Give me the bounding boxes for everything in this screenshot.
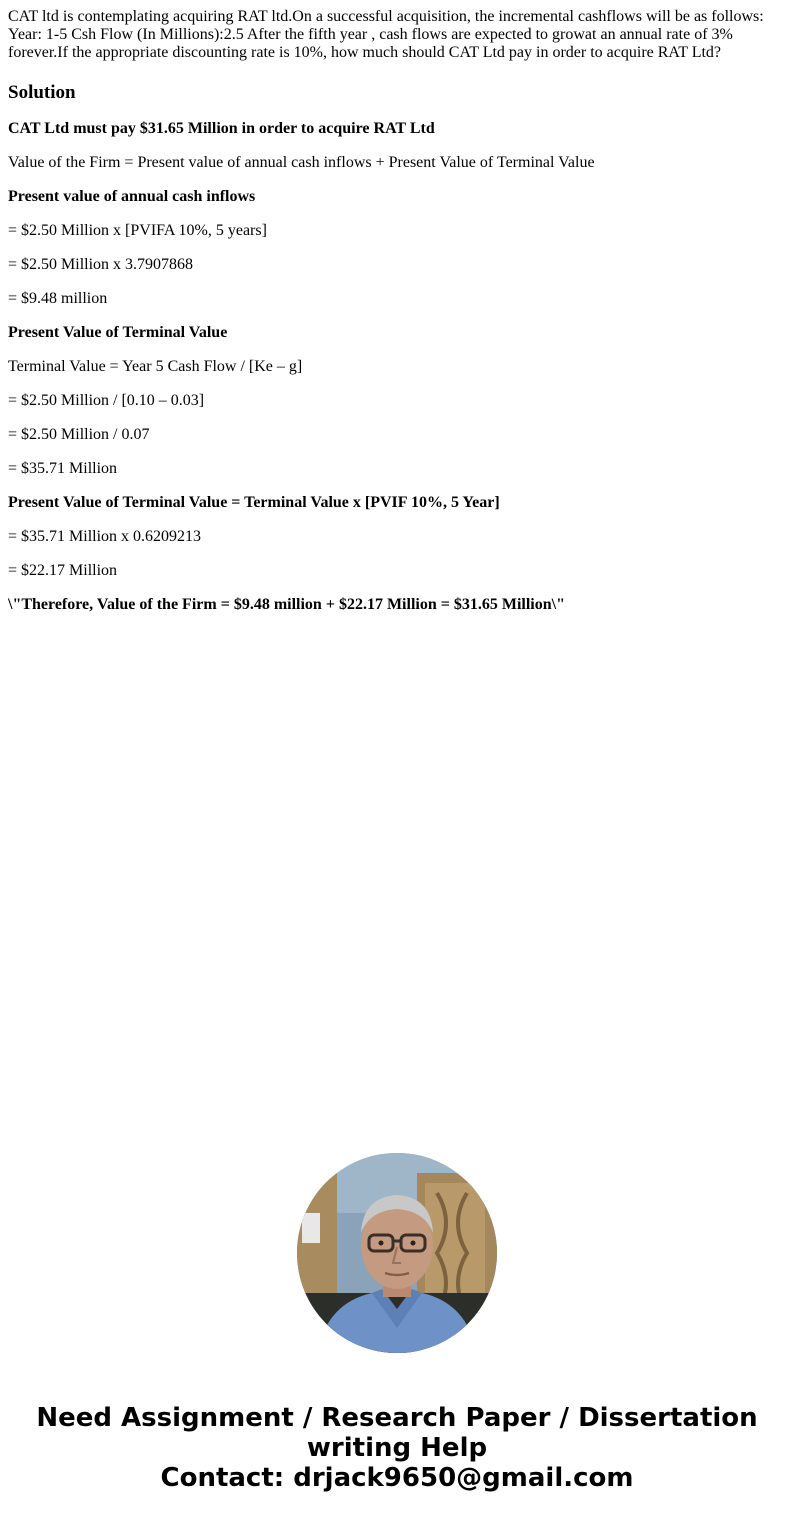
footer-contact (0, 1403, 794, 1493)
footer-line: writing Help (306, 1433, 488, 1463)
solution-line: = $2.50 Million x [PVIFA 10%, 5 years] (8, 222, 267, 239)
question-text: CAT ltd is contemplating acquiring RAT ltd.On a successful acquisition, the incremental cashflows will be as follows: Year: 1-5 Csh Flow (In Millions):2.5 After the fifth year , cash flows are expected to growat an annual rate of 3% forever.If the appropriate discounting rate is 10%, how much should CAT Ltd pay in order to acquire RAT Ltd? (8, 8, 764, 61)
solution-line: Terminal Value = Year 5 Cash Flow / [Ke – g] (8, 358, 303, 375)
document-body (8, 8, 778, 614)
portrait-illustration (297, 1153, 497, 1353)
solution-line: = $9.48 million (8, 290, 108, 307)
solution-line: = $22.17 Million (8, 562, 118, 579)
solution-line: = $35.71 Million (8, 460, 118, 477)
footer-contact-email: Contact: drjack9650@gmail.com (160, 1463, 634, 1493)
solution-lines (8, 120, 778, 614)
solution-line: = $2.50 Million x 3.7907868 (8, 256, 194, 273)
solution-line: Present Value of Terminal Value = Terminal Value x [PVIF 10%, 5 Year] (8, 494, 500, 511)
person-portrait-icon (297, 1153, 497, 1353)
solution-line: Value of the Firm = Present value of annual cash inflows + Present Value of Terminal Value (8, 154, 595, 171)
solution-line: CAT Ltd must pay $31.65 Million in order to acquire RAT Ltd (8, 120, 435, 137)
solution-line: Present Value of Terminal Value (8, 324, 228, 341)
solution-heading: Solution (8, 82, 76, 103)
solution-line: = $2.50 Million / 0.07 (8, 426, 150, 443)
footer-line: Need Assignment / Research Paper / Dissertation (36, 1403, 758, 1433)
solution-line: \"Therefore, Value of the Firm = $9.48 million + $22.17 Million = $31.65 Million\" (8, 596, 565, 613)
solution-line: Present value of annual cash inflows (8, 188, 256, 205)
solution-line: = $2.50 Million / [0.10 – 0.03] (8, 392, 205, 409)
solution-line: = $35.71 Million x 0.6209213 (8, 528, 202, 545)
